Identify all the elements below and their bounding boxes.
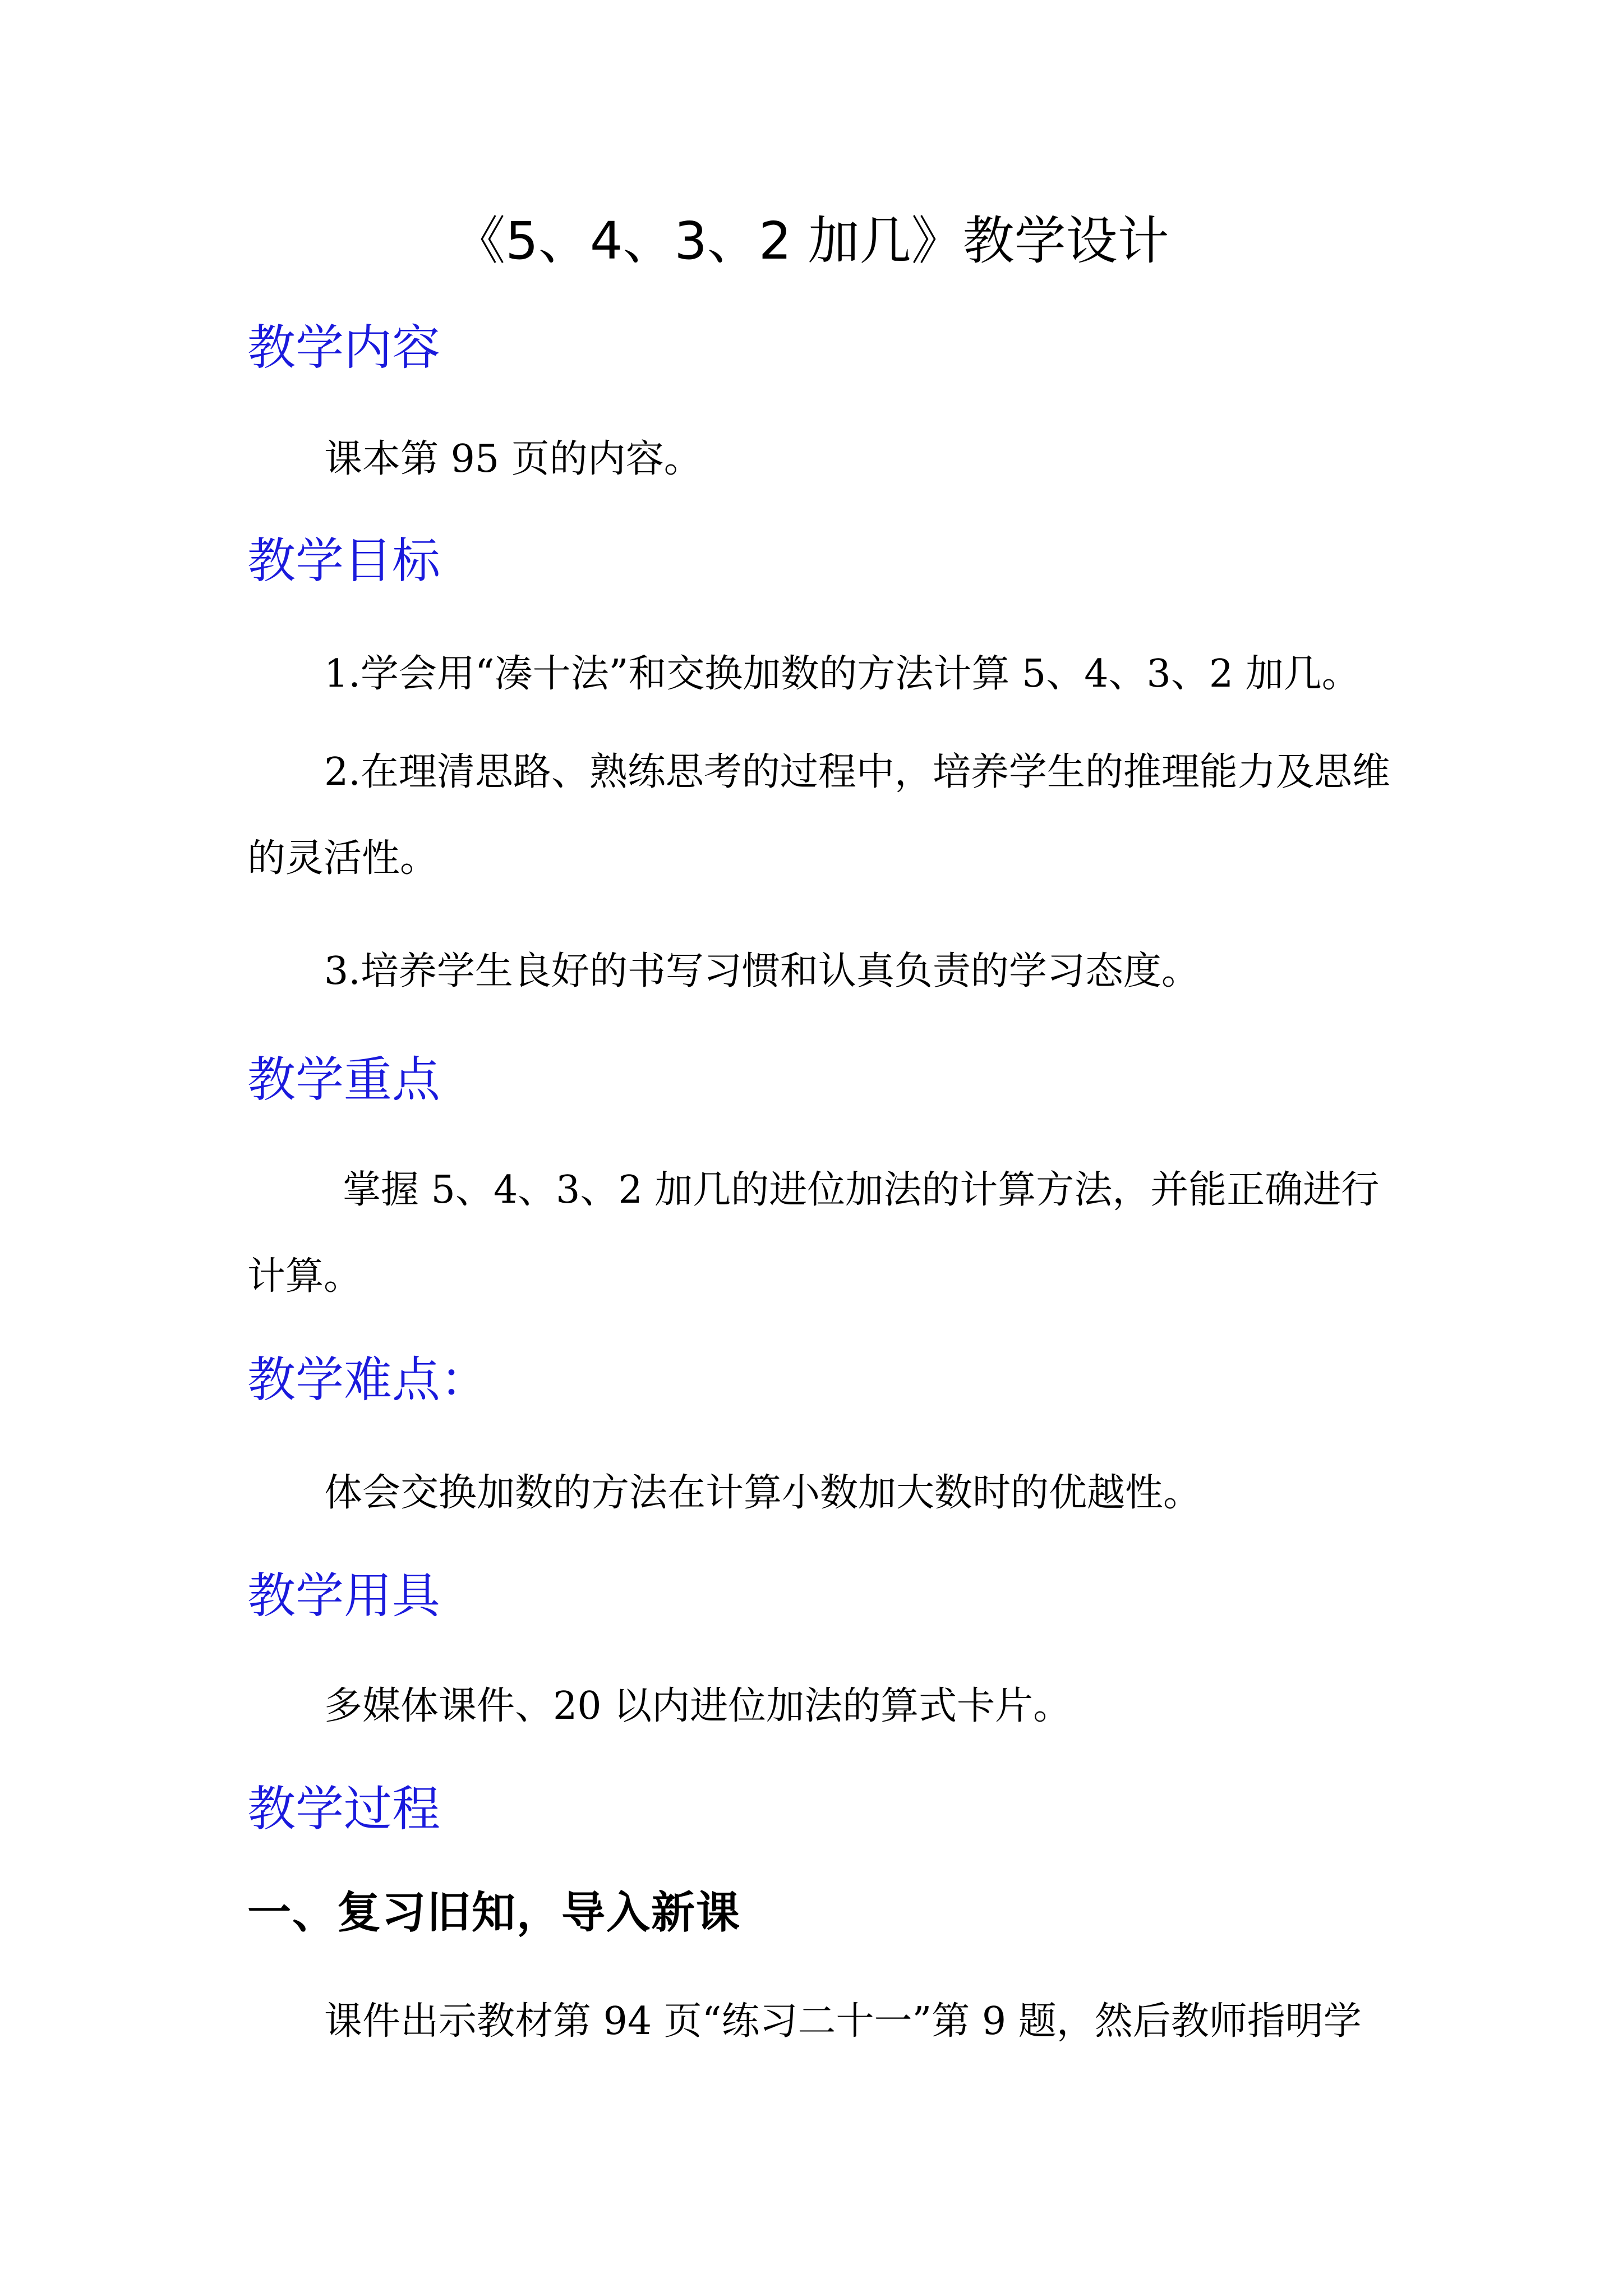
objective-text: 3.培养学生良好的书写习惯和认真负责的学习态度。 [324,949,1200,993]
heading-teaching-process: 教学过程 [247,1781,440,1837]
objective-item-3 [247,928,1391,1015]
paragraph-difficulties [247,1450,1391,1536]
heading-teaching-objectives: 教学目标 [247,533,440,589]
paragraph-tools [247,1663,1391,1750]
paragraph-text: 多媒体课件、20 以内进位加法的算式卡片。 [324,1684,1072,1728]
subheading-review-intro: 一、复习旧知，导入新课 [247,1888,741,1938]
heading-key-points: 教学重点 [247,1052,440,1108]
paragraph-text: 掌握 5、4、3、2 加几的进位加法的计算方法，并能正确进行计算。 [247,1168,1380,1299]
paragraph-text: 体会交换加数的方法在计算小数加大数时的优越性。 [324,1471,1202,1515]
objective-text: 1.学会用“凑十法”和交换加数的方法计算 5、4、3、2 加几。 [324,652,1360,696]
objective-item-1 [247,631,1391,717]
paragraph-text: 课件出示教材第 94 页“练习二十一”第 9 题，然后教师指明学 [324,1999,1362,2044]
document-title: 《5、4、3、2 加几》教学设计 [454,211,1169,271]
heading-teaching-content: 教学内容 [247,320,440,376]
paragraph-key-points [247,1147,1391,1320]
paragraph-review-intro [247,1978,1391,2065]
paragraph-text: 课本第 95 页的内容。 [324,437,702,481]
heading-difficulties: 教学难点： [247,1352,488,1408]
objective-text: 2.在理清思路、熟练思考的过程中，培养学生的推理能力及思维的灵活性。 [247,750,1390,881]
heading-tools: 教学用具 [247,1568,440,1624]
paragraph-teaching-content [247,416,1391,503]
objective-item-2 [247,729,1391,902]
